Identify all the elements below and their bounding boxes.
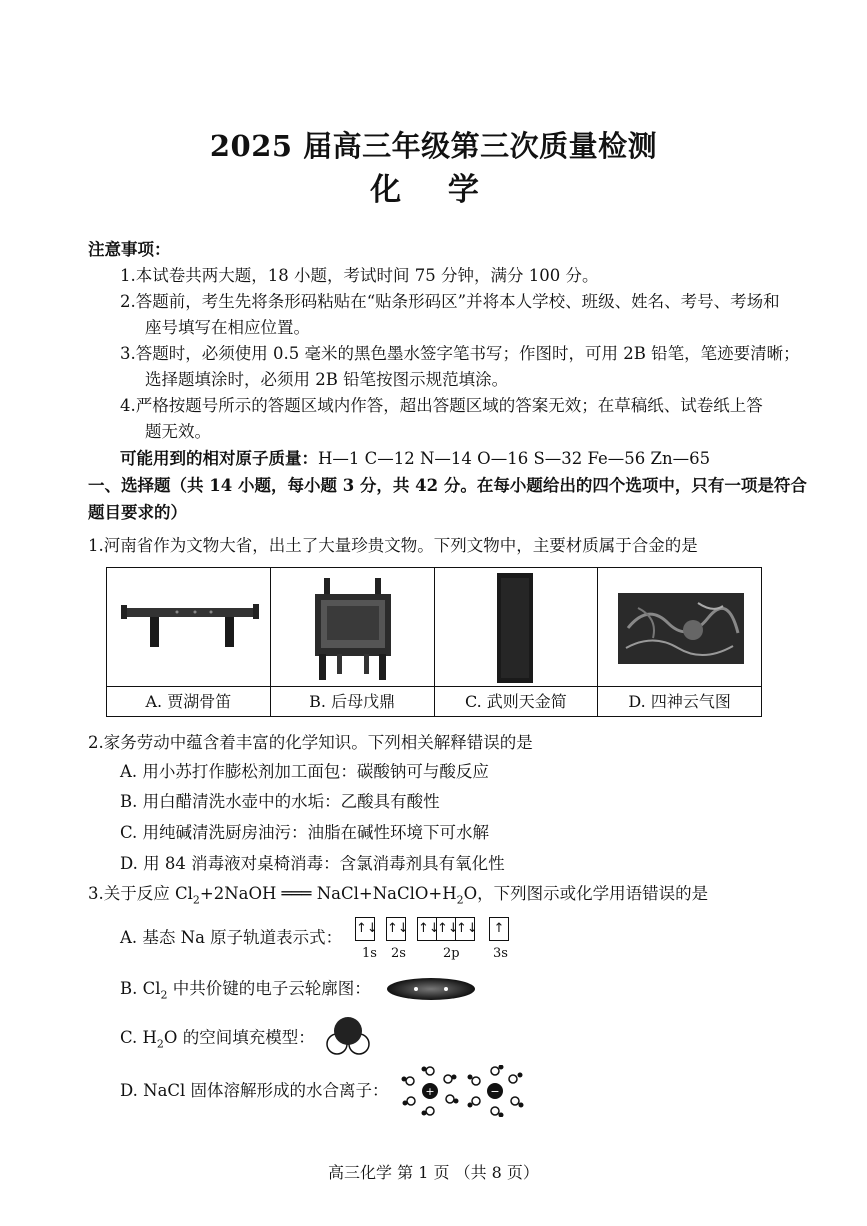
- question-3-stem: 3.关于反应 $Cl_2+2NaOH$ ═══ $NaCl+NaClO+H_2O$，下列图示或化学用语错误的是: [88, 884, 709, 907]
- question-1-stem: 1.河南省作为文物大省，出土了大量珍贵文物。下列文物中，主要材质属于合金的是: [88, 536, 698, 555]
- artifact-b-caption: B. 后母戊鼎: [271, 686, 434, 716]
- exam-title: 2025 届高三年级第三次质量检测: [209, 129, 658, 163]
- artifact-d: [598, 568, 761, 716]
- note-4b: 题无效。: [145, 422, 211, 441]
- note-1: 1.本试卷共两大题，18 小题，考试时间 75 分钟，满分 100 分。: [120, 266, 599, 285]
- orbital-label-2p: 2p: [443, 946, 460, 961]
- water-space-filling-model: [325, 1014, 371, 1056]
- cation-sign: +: [425, 1085, 435, 1098]
- question-2-option-d: D. 用 84 消毒液对桌椅消毒：含氯消毒剂具有氧化性: [120, 854, 505, 873]
- section-heading: 一、选择题（共 14 小题，每小题 3 分，共 42 分。在每小题给出的四个选项中，只有一项是符合: [88, 476, 807, 495]
- note-2a: 2.答题前，考生先将条形码粘贴在“贴条形码区”并将本人学校、班级、姓名、考号、考场和: [120, 292, 780, 311]
- note-3a: 3.答题时，必须使用 0.5 毫米的黑色墨水签字笔书写；作图时，可用 2B 铅笔，笔迹要清晰；: [120, 344, 800, 363]
- artifact-c-caption: C. 武则天金简: [435, 686, 598, 716]
- question-3-option-d: D. NaCl 固体溶解形成的水合离子：: [120, 1081, 389, 1100]
- artifact-b: [271, 568, 435, 716]
- artifact-d-caption: D. 四神云气图: [598, 686, 761, 716]
- hydrated-ions-diagram: [400, 1065, 525, 1117]
- artifact-a-caption: A. 贾湖骨笛: [107, 686, 270, 716]
- bone-flute-image: [107, 568, 270, 688]
- electron-cloud-diagram: [384, 976, 478, 1002]
- artifact-table: [106, 567, 762, 717]
- bronze-ding-image: [271, 568, 434, 688]
- artifact-c: [435, 568, 599, 716]
- question-3-option-a: A. 基态 Na 原子轨道表示式：: [120, 928, 343, 947]
- note-4a: 4.严格按题号所示的答题区域内作答，超出答题区域的答案无效；在草稿纸、试卷纸上答: [120, 396, 763, 415]
- subject-title: 化 学: [370, 172, 497, 208]
- gold-slip-image: [435, 568, 598, 688]
- question-2-option-a: A. 用小苏打作膨松剂加工面包：碳酸钠可与酸反应: [120, 762, 489, 781]
- atomic-mass-values: H—1 C—12 N—14 O—16 S—32 Fe—56 Zn—65: [318, 449, 711, 468]
- orbital-1s: ↑↓: [355, 917, 375, 941]
- page-footer: 高三化学 第 1 页 （共 8 页）: [328, 1163, 539, 1182]
- note-3b: 选择题填涂时，必须用 2B 铅笔按图示规范填涂。: [145, 370, 509, 389]
- section-heading-cont: 题目要求的）: [88, 503, 187, 522]
- question-2-option-b: B. 用白醋清洗水壶中的水垢：乙酸具有酸性: [120, 792, 440, 811]
- orbital-2p: ↑↓ ↑↓ ↑↓: [417, 917, 475, 941]
- mural-image: [598, 568, 761, 688]
- question-3-option-c: C. $H_2O$ 的空间填充模型：: [120, 1028, 315, 1051]
- anion-sign: −: [490, 1085, 500, 1098]
- question-2-stem: 2.家务劳动中蕴含着丰富的化学知识。下列相关解释错误的是: [88, 733, 533, 752]
- atomic-mass-line: [120, 449, 710, 469]
- orbital-label-1s: 1s: [362, 946, 377, 961]
- orbital-2s: ↑↓: [386, 917, 406, 941]
- orbital-3s: ↑: [489, 917, 509, 941]
- notes-heading: 注意事项：: [88, 240, 171, 259]
- question-2-option-c: C. 用纯碱清洗厨房油污：油脂在碱性环境下可水解: [120, 823, 490, 842]
- note-2b: 座号填写在相应位置。: [145, 318, 310, 337]
- orbital-label-3s: 3s: [493, 946, 508, 961]
- question-3-option-b: B. $Cl_2$ 中共价键的电子云轮廓图：: [120, 979, 371, 1002]
- artifact-a: [107, 568, 271, 716]
- orbital-label-2s: 2s: [391, 946, 406, 961]
- atomic-mass-label: 可能用到的相对原子质量：: [120, 449, 318, 468]
